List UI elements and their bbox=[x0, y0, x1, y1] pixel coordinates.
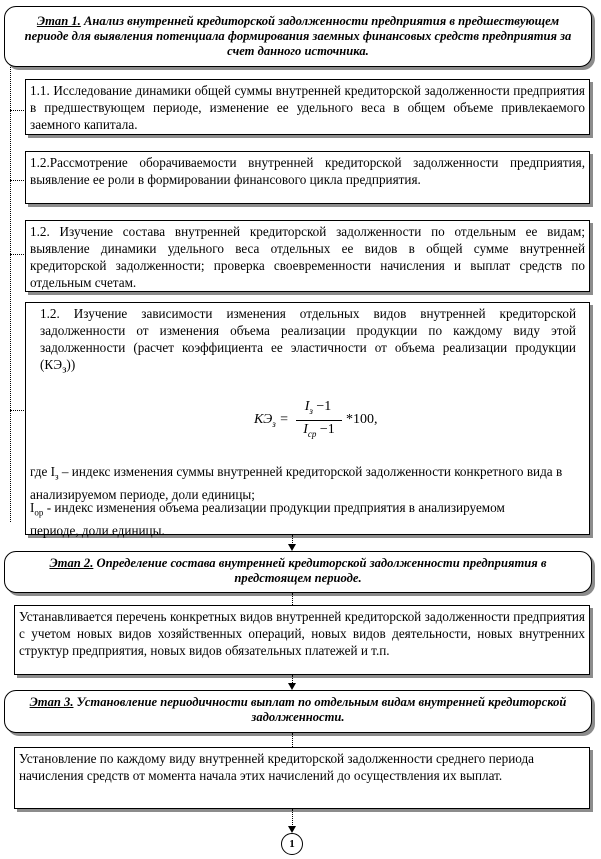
connector-tick-2 bbox=[10, 180, 24, 181]
connector-tick-1 bbox=[10, 110, 24, 111]
arrow-line-2 bbox=[292, 593, 293, 605]
step-1-2-turnover: 1.2.Рассмотрение оборачиваемости внутренней кредиторской задолженности предприятия, выявление ее роли в формировании финансового цикла предприятия. bbox=[25, 151, 590, 204]
stage2-label: Этап 2. bbox=[49, 556, 94, 570]
arrow-head-5 bbox=[288, 826, 296, 833]
step-1-2-elasticity bbox=[25, 302, 590, 538]
elasticity-text-end: )) bbox=[66, 357, 76, 372]
arrow-head-1 bbox=[288, 544, 296, 551]
step-1-2-composition: 1.2. Изучение состава внутренней кредиторской задолженности по отдельным ее видам; выявление динамики удельного веса отдельных ее видов в общей сумме внутренней кредиторской задолженности; проверка своевременности начисления и выплат средств по отдельным счетам. bbox=[25, 220, 590, 292]
stage2-step: Устанавливается перечень конкретных видов внутренней кредиторской задолженности предприятия с учетом новых видов хозяйственных операций, новых видов деятельности, новых внутренних структур предприятия, новых видов обязательных платежей и т.п. bbox=[14, 605, 590, 675]
stage3-label: Этап 3. bbox=[29, 695, 74, 709]
elasticity-where-1: где $I_з$ – индекс изменения суммы внутренней кредиторской задолженности конкретного вида в анализируемом периоде, доли единицы; bbox=[30, 464, 563, 502]
arrow-line-4 bbox=[292, 733, 293, 747]
stage3-step: Установление по каждому виду внутренней кредиторской задолженности среднего периода начисления средств от момента начала этих начислений до осуществления их выплат. bbox=[14, 747, 590, 809]
elasticity-text: Изучение зависимости изменения отдельных видов внутренней кредиторской задолженности от изменения объема реализации продукции по каждому виду этой задолженности (расчет коэффициента ее эластичности от объема реализации продукции (КЭ bbox=[40, 306, 577, 372]
elasticity-num: 1.2. bbox=[40, 306, 60, 321]
elasticity-formula bbox=[254, 399, 454, 445]
stage2-text: Определение состава внутренней кредиторской задолженности предприятия в предстоящем периоде. bbox=[96, 556, 547, 585]
formula-numerator: $I_з -1$ bbox=[304, 399, 332, 416]
stage1-text: Анализ внутренней кредиторской задолженности предприятия в предшествующем периоде для выявления потенциала формирования заемных финансовых средств предприятия за счет данного источника. bbox=[24, 14, 572, 58]
elasticity-where-2: $I_{ор}$ - индекс изменения объема реализации продукции предприятия в анализируемом периоде, доли единицы. bbox=[30, 500, 505, 538]
elasticity-description bbox=[40, 305, 576, 379]
formula-denominator: $I_{ср} -1$ bbox=[303, 422, 335, 439]
stage1-connector bbox=[10, 67, 11, 522]
formula-lhs: $КЭ_з$ = bbox=[254, 412, 289, 429]
stage2-box bbox=[4, 551, 592, 593]
connector-tick-3 bbox=[10, 254, 24, 255]
stage1-box bbox=[4, 6, 592, 67]
formula-fraction-bar bbox=[296, 420, 342, 421]
connector-tick-4 bbox=[10, 410, 24, 411]
formula-tail: *100, bbox=[346, 412, 378, 427]
stage3-box bbox=[4, 690, 592, 733]
arrow-head-3 bbox=[288, 683, 296, 690]
elasticity-text-sub: з bbox=[62, 363, 67, 376]
page-connector-circle: 1 bbox=[281, 833, 303, 855]
stage1-label: Этап 1. bbox=[36, 14, 81, 28]
stage3-text: Установление периодичности выплат по отдельным видам внутренней кредиторской задолженности. bbox=[76, 695, 567, 724]
step-1-1: 1.1. Исследование динамики общей суммы внутренней кредиторской задолженности предприятия в предшествующем периоде, изменение ее удельного веса в общем объеме привлекаемого заемного капитала. bbox=[25, 79, 590, 135]
